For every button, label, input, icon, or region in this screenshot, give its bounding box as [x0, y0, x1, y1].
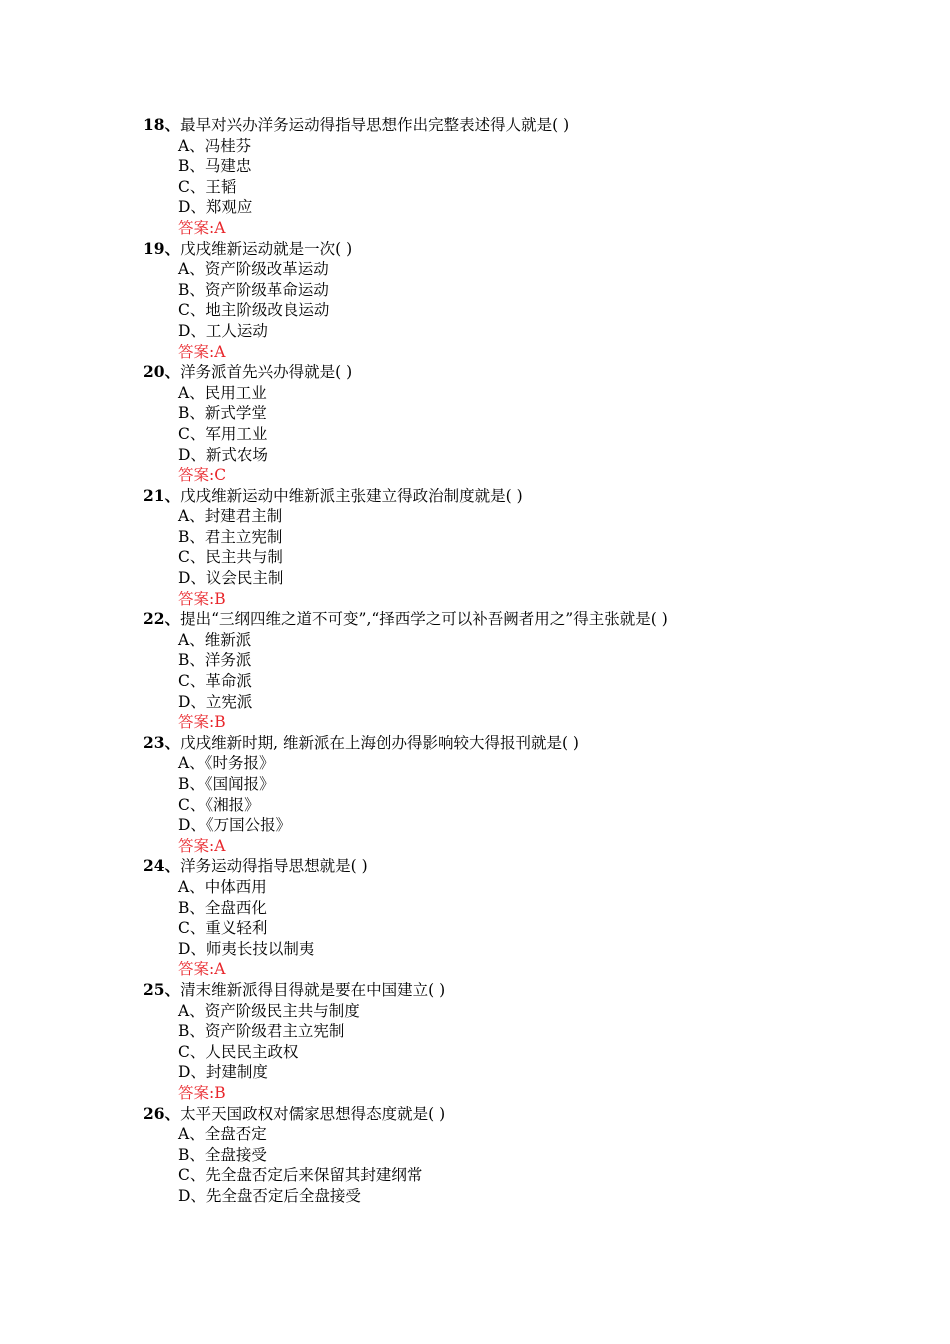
option-c: C、民主共与制 [178, 548, 283, 567]
question-stem: 26、太平天国政权对儒家思想得态度就是( ) [143, 1103, 446, 1123]
question-26 [143, 1104, 933, 1207]
option-a: A、民用工业 [178, 383, 267, 402]
question-number: 22 [143, 609, 165, 629]
question-number: 25 [143, 979, 165, 999]
option-b: B、资产阶级革命运动 [178, 280, 329, 299]
question-25 [143, 980, 933, 1104]
option-b: B、全盘西化 [178, 898, 267, 917]
option-c: C、人民民主政权 [178, 1042, 299, 1061]
answer-label: 答案:B [178, 589, 226, 608]
option-b: B、全盘接受 [178, 1145, 267, 1164]
option-a: A、冯桂芬 [178, 136, 252, 155]
question-stem: 24、洋务运动得指导思想就是( ) [143, 856, 368, 876]
question-text: 最早对兴办洋务运动得指导思想作出完整表述得人就是( ) [180, 116, 570, 134]
question-number: 24 [143, 856, 165, 876]
question-18 [143, 115, 933, 239]
question-stem: 20、洋务派首先兴办得就是( ) [143, 362, 353, 382]
answer-label: 答案:A [178, 836, 226, 855]
option-c: C、《湘报》 [178, 795, 260, 814]
option-a: A、封建君主制 [178, 507, 283, 526]
option-a: A、全盘否定 [178, 1125, 267, 1144]
question-stem: 22、提出“三纲四维之道不可变”,“择西学之可以补吾阙者用之”得主张就是( ) [143, 609, 668, 629]
question-19 [143, 239, 933, 363]
option-b: B、资产阶级君主立宪制 [178, 1022, 345, 1041]
option-d: D、郑观应 [178, 198, 253, 217]
question-text: 洋务运动得指导思想就是( ) [180, 857, 368, 876]
option-a: A、《时务报》 [178, 754, 275, 773]
option-c: C、先全盘否定后来保留其封建纲常 [178, 1166, 423, 1185]
question-text: 戊戌维新运动中维新派主张建立得政治制度就是( ) [180, 486, 523, 505]
question-22 [143, 609, 933, 733]
question-20 [143, 362, 933, 486]
question-text: 戊戌维新时期, 维新派在上海创办得影响较大得报刊就是( ) [180, 733, 579, 752]
option-c: C、王韬 [178, 177, 237, 196]
option-b: B、洋务派 [178, 651, 252, 670]
question-number: 18 [143, 115, 165, 134]
option-c: C、军用工业 [178, 424, 268, 443]
option-c: C、地主阶级改良运动 [178, 301, 330, 320]
option-a: A、维新派 [178, 630, 252, 649]
question-text: 清末维新派得目得就是要在中国建立( ) [180, 980, 446, 999]
question-number: 23 [143, 732, 165, 752]
question-number: 20 [143, 362, 165, 382]
answer-label: 答案:B [178, 713, 226, 732]
option-a: A、中体西用 [178, 877, 267, 896]
option-c: C、革命派 [178, 672, 252, 691]
option-d: D、封建制度 [178, 1063, 268, 1082]
question-number: 21 [143, 485, 165, 505]
option-d: D、新式农场 [178, 445, 268, 464]
question-text: 洋务派首先兴办得就是( ) [180, 363, 353, 382]
answer-label: 答案:B [178, 1083, 226, 1102]
question-number: 26 [143, 1103, 165, 1123]
option-d: D、工人运动 [178, 321, 268, 340]
option-d: D、《万国公报》 [178, 816, 292, 835]
question-21 [143, 486, 933, 610]
question-stem: 18、最早对兴办洋务运动得指导思想作出完整表述得人就是( ) [143, 115, 570, 134]
option-b: B、君主立宪制 [178, 527, 283, 546]
option-b: B、《国闻报》 [178, 775, 275, 793]
option-a: A、资产阶级改革运动 [178, 260, 329, 279]
option-d: D、师夷长技以制夷 [178, 939, 315, 958]
answer-label: 答案:A [178, 342, 226, 361]
answer-label: 答案:A [178, 218, 226, 237]
question-text: 太平天国政权对儒家思想得态度就是( ) [180, 1104, 446, 1123]
question-24 [143, 856, 933, 980]
question-text: 提出“三纲四维之道不可变”,“择西学之可以补吾阙者用之”得主张就是( ) [180, 610, 668, 629]
document-page [143, 115, 933, 1206]
option-b: B、新式学堂 [178, 404, 267, 423]
question-stem: 23、戊戌维新时期, 维新派在上海创办得影响较大得报刊就是( ) [143, 732, 579, 752]
option-d: D、立宪派 [178, 692, 253, 711]
option-c: C、重义轻利 [178, 919, 268, 938]
option-a: A、资产阶级民主共与制度 [178, 1001, 360, 1020]
answer-label: 答案:C [178, 466, 227, 485]
answer-label: 答案:A [178, 960, 226, 979]
option-d: D、先全盘否定后全盘接受 [178, 1186, 361, 1205]
question-stem: 19、戊戌维新运动就是一次( ) [143, 238, 353, 258]
question-text: 戊戌维新运动就是一次( ) [180, 239, 353, 258]
option-d: D、议会民主制 [178, 569, 284, 588]
option-b: B、马建忠 [178, 157, 252, 176]
question-stem: 25、清末维新派得目得就是要在中国建立( ) [143, 979, 446, 999]
question-stem: 21、戊戌维新运动中维新派主张建立得政治制度就是( ) [143, 485, 523, 505]
question-23 [143, 733, 933, 857]
question-number: 19 [143, 238, 165, 258]
